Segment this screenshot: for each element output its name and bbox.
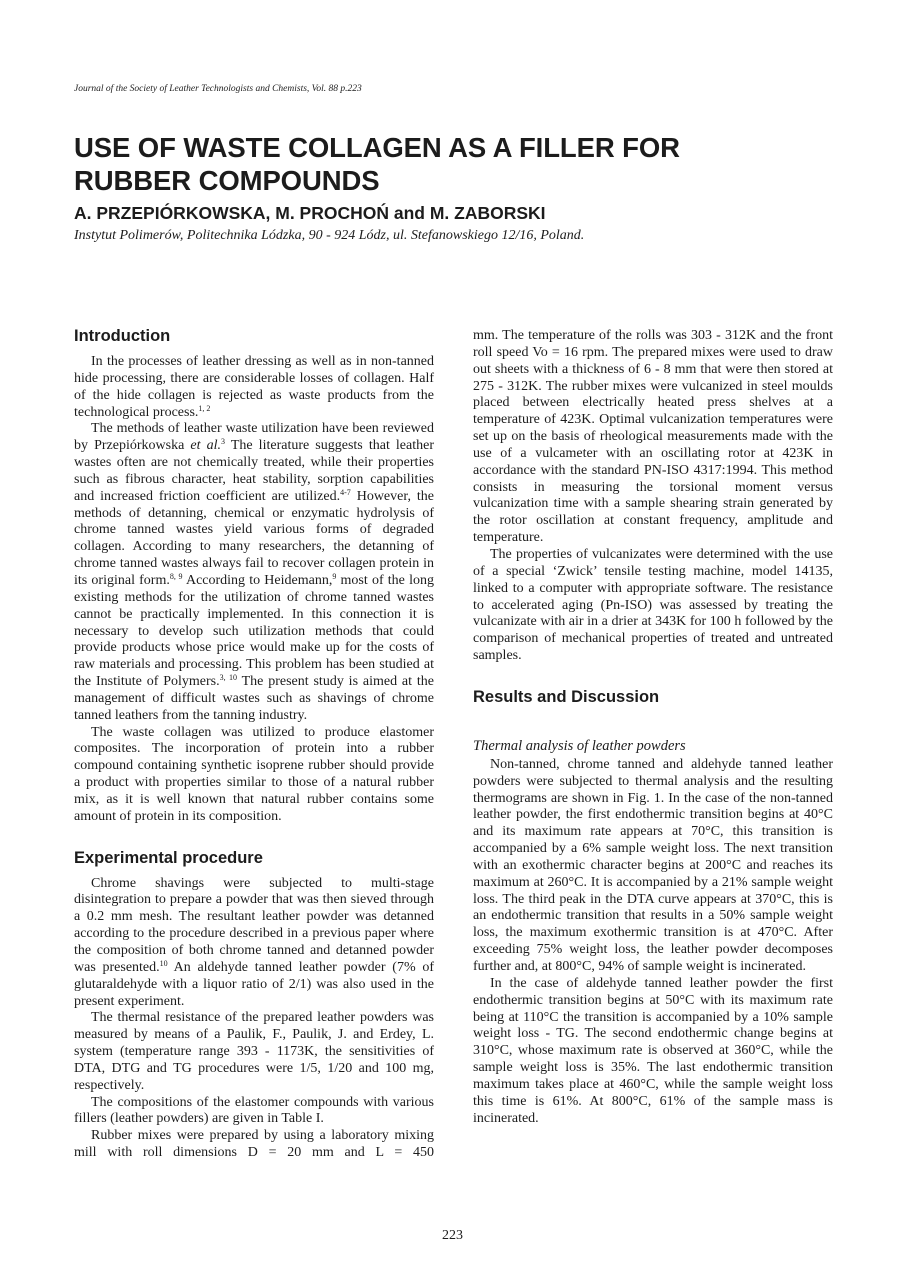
citation: 1, 2	[198, 403, 211, 413]
intro-p2-text-e: most of the long existing methods for the utilization of chrome tanned wastes cannot be practically implemented. In this connection it is necessary to develop such utilization methods that could provide products whose price would make up for the costs of raw materials and processing. This problem has been studied at the Institute of Polymers.	[74, 572, 434, 690]
intro-p2-text-a: The methods of leather waste utilization have been reviewed by Przepiórkowska	[74, 421, 434, 454]
et-al: et al.	[190, 438, 221, 454]
exp-p1-text-b: An aldehyde tanned leather powder (7% of glutaraldehyde with a liquor ratio of 2/1) was also used in the present experiment.	[74, 959, 434, 1009]
results-paragraph-2: In the case of aldehyde tanned leather powder the first endothermic transition begins at 50°C with its maximum rate being at 110°C the transition is accompanied by a 10% sample weight loss - TG. The second endothermic change begins at 310°C, whose maximum rate is observed at 360°C, while the sample weight loss is 35%. The last endothermic transition maximum takes place at 460°C, while the sample weight loss this time is 61%. At 800°C, 61% of the sample mass is incinerated.	[473, 975, 833, 1126]
section-gap	[473, 665, 833, 687]
citation: 3	[220, 437, 225, 447]
title-line-2: RUBBER COMPOUNDS	[74, 165, 380, 196]
exp-paragraph-5: The properties of vulcanizates were determined with the use of a special ‘Zwick’ tensile testing machine, model 14135, linked to a computer with appropriate software. The resistance to accelerated aging (Pn-ISO) was assessed by treating the vulcanizate with air in a drier at 343K for 100 h followed by the comparison of mechanical properties of treated and untreated samples.	[473, 546, 833, 664]
authors: A. PRZEPIÓRKOWSKA, M. PROCHOŃ and M. ZABORSKI	[74, 203, 546, 223]
heading-introduction: Introduction	[74, 327, 171, 345]
page-number: 223	[442, 1228, 463, 1243]
citation: 4-7	[340, 487, 351, 497]
left-column	[74, 326, 434, 1162]
exp-p1-text-a: Chrome shavings were subjected to multi-stage disintegration to prepare a powder that was then sieved through a 0.2 mm mesh. The resultant leather powder was detanned according to the procedure described in a previous paper where the composition of both chrome tanned and detanned powder was presented.	[74, 875, 434, 975]
intro-p2-text-d: According to Heidemann,	[182, 572, 333, 588]
intro-p2-text-c: However, the methods of detanning, chemical or enzymatic hydrolysis of chrome tanned wastes yield various forms of degraded collagen. According to many researchers, the detanning of chrome tanned wastes always fail to recover collagen protein in its original form.	[74, 488, 434, 588]
exp-paragraph-2: The thermal resistance of the prepared leather powders was measured by means of a Paulik, F., Paulik, J. and Erdey, L. system (temperature range 393 - 1173K, the sensitivities of DTA, DTG and TG procedures were 1/5, 1/20 and 100 mg, respectively.	[74, 1010, 434, 1093]
exp-paragraph-1	[74, 876, 434, 1011]
subsection-gap	[473, 715, 833, 737]
heading-results: Results and Discussion	[473, 687, 660, 706]
running-head: Journal of the Society of Leather Technologists and Chemists, Vol. 88 p.223	[74, 84, 362, 94]
title-line-1: USE OF WASTE COLLAGEN AS A FILLER FOR	[74, 132, 680, 163]
affiliation: Instytut Polimerów, Politechnika Lódzka, 90 - 924 Lódz, ul. Stefanowskiego 12/16, Poland.	[74, 228, 585, 243]
heading-experimental: Experimental procedure	[74, 848, 263, 867]
exp-paragraph-4-continued: mm. The temperature of the rolls was 303 - 312K and the front roll speed Vo = 16 rpm. The prepared mixes were used to draw out sheets with a thickness of 6 - 8 mm that were then stored at 275 - 312K. The rubber mixes were vulcanized in steel moulds placed between electrically heated press shelves at a temperature of 423K. Optimal vulcanization temperatures were set up on the basis of rheological measurements made with the use of a vulcameter with an oscillating rotor at 423K in accordance with the standard PN-ISO 4317:1994. This method consists in measuring the torsional moment versus vulcanization time with a sample shearing strain generated by the rotor oscillation at constant frequency, amplitude and temperature.	[473, 328, 833, 546]
intro-p1-text: In the processes of leather dressing as well as in non-tanned hide processing, there are considerable losses of collagen. Half of the hide collagen is rejected as waste products from the technological process.	[74, 354, 434, 420]
intro-p2-text-f: The present study is aimed at the management of difficult wastes such as shavings of chrome tanned leathers from the tanning industry.	[74, 674, 434, 723]
results-paragraph-1: Non-tanned, chrome tanned and aldehyde tanned leather powders were subjected to thermal analysis and the resulting thermograms are shown in Fig. 1. In the case of the non-tanned leather powder, the first endothermic transition begins at 40°C and its maximum rate appears at 70°C, this transition is accompanied by a 6% sample weight loss. The next transition with an exothermic character begins at 200°C and reaches its maximum at 260°C. It is accompanied by a 21% sample weight loss. The third peak in the DTA curve appears at 370°C, this is an endothermic transition that results in a 50% sample weight loss, the maximum exothermic transition is at 470°C. After exceeding 75% weight loss, the leather powder decomposes further and, at 800°C, 94% of sample weight is incinerated.	[473, 756, 833, 974]
citation: 10	[159, 958, 168, 968]
subheading-thermal-analysis: Thermal analysis of leather powders	[473, 737, 686, 754]
citation: 9	[332, 571, 337, 581]
right-column	[473, 328, 833, 1127]
article-title	[74, 131, 774, 197]
intro-paragraph-2	[74, 421, 434, 724]
citation: 8, 9	[169, 571, 183, 581]
intro-paragraph-1	[74, 354, 434, 421]
intro-paragraph-3: The waste collagen was utilized to produce elastomer composites. The incorporation of protein into a rubber compound containing synthetic isoprene rubber should provide a product with properties similar to those of a natural rubber mix, as it is well known that natural rubber contains some amount of protein in its composition.	[74, 724, 434, 824]
intro-p2-text-b: The literature suggests that leather wastes often are not chemically treated, while their properties such as fibrous character, heat stability, sorption capabilities and increased friction coefficient are utilized.	[74, 438, 435, 504]
exp-paragraph-3: The compositions of the elastomer compounds with various fillers (leather powders) are given in Table I.	[74, 1094, 434, 1127]
section-gap	[74, 826, 434, 848]
exp-paragraph-4: Rubber mixes were prepared by using a laboratory mixing mill with roll dimensions D = 20 mm and L = 450	[74, 1128, 434, 1161]
citation: 3, 10	[219, 673, 237, 683]
